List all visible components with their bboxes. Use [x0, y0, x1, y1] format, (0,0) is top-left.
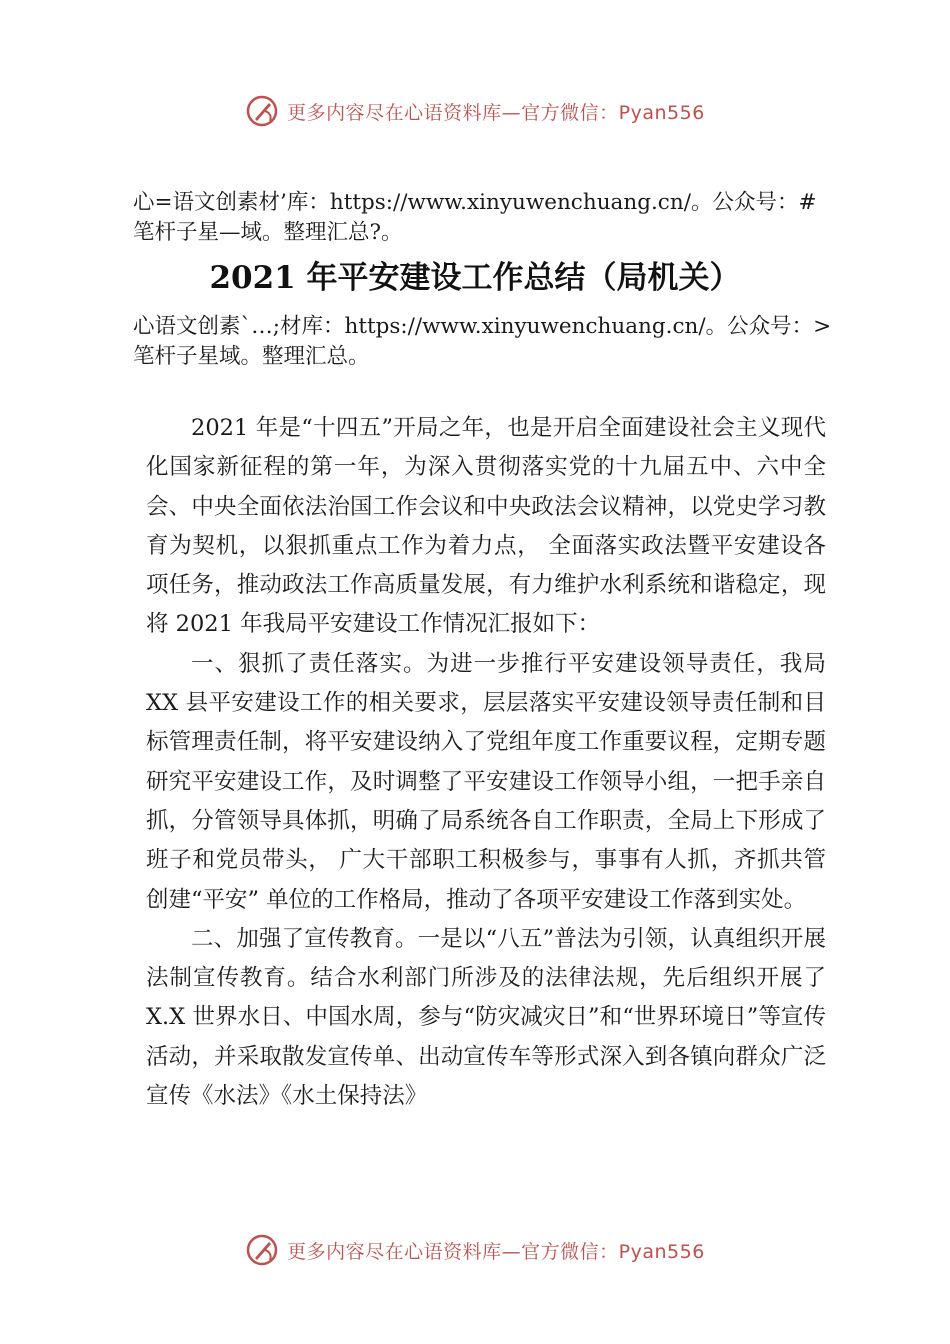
- pen-logo-icon: [245, 94, 279, 128]
- document-title: 2021 年平安建设工作总结（局机关）: [209, 260, 741, 296]
- header-banner: [0, 94, 950, 128]
- paragraph: 2021 年是“十四五”开局之年，也是开启全面建设社会主义现代化国家新征程的第一年，为深入贯彻落实党的十九届五中、六中全会、中央全面依法治国工作会议和中央政法会议精神，以党史学习教育为契机，以狠抓重点工作为着力点， 全面落实政法暨平安建设各项任务，推动政法工作高质量发展，有力维护水利系统和谐稳定，现将 2021 年我局平安建设工作情况汇报如下：: [146, 415, 826, 638]
- banner-text: 更多内容尽在心语资料库—官方微信：Pyan556: [287, 1240, 705, 1263]
- wechat-id: Pyan556: [618, 1240, 705, 1263]
- banner-text: 更多内容尽在心语资料库—官方微信：Pyan556: [287, 101, 705, 124]
- source-note: 心语文创素`…;材库：https://www.xinyuwenchuang.cn/。公众号：>笔杆子星域。整理汇总。: [133, 314, 832, 369]
- wechat-id: Pyan556: [618, 101, 705, 124]
- paragraph: 二、加强了宣传教育。一是以“八五”普法为引领，认真组织开展法制宣传教育。结合水利部门所涉及的法律法规，先后组织开展了 X.X 世界水日、中国水周，参与“防灾减灾日”和“世界环境日”等宣传活动，并采取散发宣传单、出动宣传车等形式深入到各镇向群众广泛宣传《水法》《水土保持法》: [146, 925, 826, 1110]
- paragraph: 一、狠抓了责任落实。为进一步推行平安建设领导责任，我局 XX 县平安建设工作的相关要求，层层落实平安建设领导责任制和目标管理责任制，将平安建设纳入了党组年度工作重要议程，定期专题研究平安建设工作，及时调整了平安建设工作领导小组，一把手亲自抓，分管领导具体抓，明确了局系统各自工作职责，全局上下形成了班子和党员带头， 广大干部职工积极参与，事事有人抓，齐抓共管创建“平安” 单位的工作格局，推动了各项平安建设工作落到实处。: [146, 650, 826, 913]
- pen-logo-icon: [245, 1233, 279, 1267]
- source-note: 心=语文创素材’库：https://www.xinyuwenchuang.cn/。公众号：#笔杆子星—域。整理汇总?。: [133, 190, 817, 245]
- document-body: [146, 409, 826, 1116]
- footer-banner: [0, 1233, 950, 1267]
